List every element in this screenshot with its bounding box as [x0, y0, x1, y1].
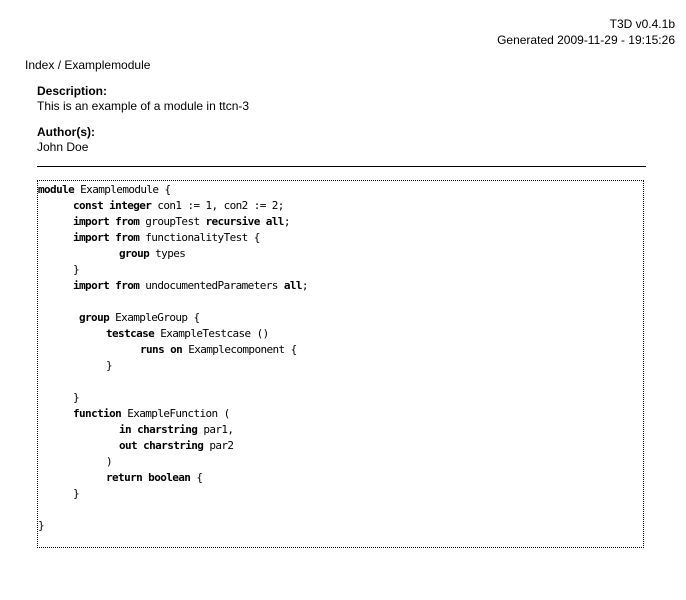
- code-keyword: function: [73, 407, 122, 420]
- code-text: ExampleGroup {: [109, 311, 200, 324]
- authors-text: John Doe: [37, 140, 89, 154]
- code-text: par2: [203, 439, 234, 452]
- description-label: Description:: [37, 84, 108, 98]
- breadcrumb-index-link[interactable]: Index: [25, 58, 55, 72]
- code-keyword: import: [73, 231, 110, 244]
- code-keyword: module: [38, 183, 75, 196]
- code-keyword: charstring: [143, 439, 204, 452]
- code-line: [106, 326, 269, 342]
- code-text: types: [149, 247, 186, 260]
- code-line: [73, 198, 284, 214]
- code-text: }: [73, 391, 80, 404]
- code-text: {: [190, 471, 203, 484]
- code-line: [38, 518, 44, 534]
- code-keyword: charstring: [137, 423, 198, 436]
- code-text: groupTest: [139, 215, 206, 228]
- code-listing: [37, 180, 644, 548]
- code-keyword: all: [283, 279, 302, 292]
- code-line: [38, 182, 171, 198]
- authors-label: Author(s):: [37, 125, 95, 139]
- code-keyword: out: [119, 439, 138, 452]
- code-text: con1 := 1, con2 := 2;: [151, 199, 284, 212]
- code-line: [119, 246, 185, 262]
- code-line: [73, 406, 230, 422]
- code-text: Examplemodule {: [74, 183, 171, 196]
- horizontal-divider: [37, 166, 646, 167]
- generated-timestamp: Generated 2009-11-29 - 19:15:26: [497, 33, 675, 47]
- code-line: [73, 390, 79, 406]
- code-line: [119, 438, 233, 454]
- description-section: [37, 84, 646, 114]
- code-keyword: on: [170, 343, 183, 356]
- code-keyword: in: [119, 423, 132, 436]
- code-keyword: group: [79, 311, 110, 324]
- code-line: [119, 422, 233, 438]
- code-text: ExampleTestcase (): [154, 327, 269, 340]
- code-text: }: [73, 487, 80, 500]
- code-line: [73, 214, 290, 230]
- code-keyword: runs: [140, 343, 165, 356]
- code-text: ExampleFunction (: [121, 407, 230, 420]
- code-text: functionalityTest {: [139, 231, 260, 244]
- code-line: [106, 470, 202, 486]
- code-line: [106, 454, 112, 470]
- code-keyword: import: [73, 215, 110, 228]
- code-keyword: testcase: [106, 327, 155, 340]
- breadcrumb-separator: /: [54, 58, 65, 72]
- code-keyword: boolean: [148, 471, 191, 484]
- breadcrumb: [25, 57, 150, 73]
- code-keyword: from: [115, 215, 140, 228]
- code-keyword: integer: [109, 199, 152, 212]
- breadcrumb-current: Examplemodule: [64, 58, 151, 72]
- code-keyword: import: [73, 279, 110, 292]
- code-line: [106, 358, 112, 374]
- code-text: ): [106, 455, 113, 468]
- code-line: [73, 278, 308, 294]
- code-text: }: [38, 519, 45, 532]
- code-text: undocumentedParameters: [139, 279, 284, 292]
- code-text: Examplecomponent {: [182, 343, 297, 356]
- code-text: par1,: [197, 423, 234, 436]
- description-text: This is an example of a module in ttcn-3: [37, 99, 250, 113]
- code-keyword: from: [115, 279, 140, 292]
- code-text: }: [73, 263, 80, 276]
- code-line: [73, 230, 260, 246]
- tool-version: T3D v0.4.1b: [609, 17, 675, 31]
- generator-info: [497, 16, 675, 48]
- code-line: [73, 486, 79, 502]
- code-text: ;: [283, 215, 290, 228]
- code-line: [73, 262, 79, 278]
- code-keyword: from: [115, 231, 140, 244]
- code-keyword: return: [106, 471, 143, 484]
- code-keyword: group: [119, 247, 150, 260]
- code-line: [140, 342, 297, 358]
- code-keyword: all: [265, 215, 284, 228]
- code-text: }: [106, 359, 113, 372]
- authors-section: [37, 125, 646, 155]
- code-keyword: recursive: [205, 215, 260, 228]
- code-keyword: const: [73, 199, 104, 212]
- code-line: [79, 310, 199, 326]
- code-text: ;: [301, 279, 308, 292]
